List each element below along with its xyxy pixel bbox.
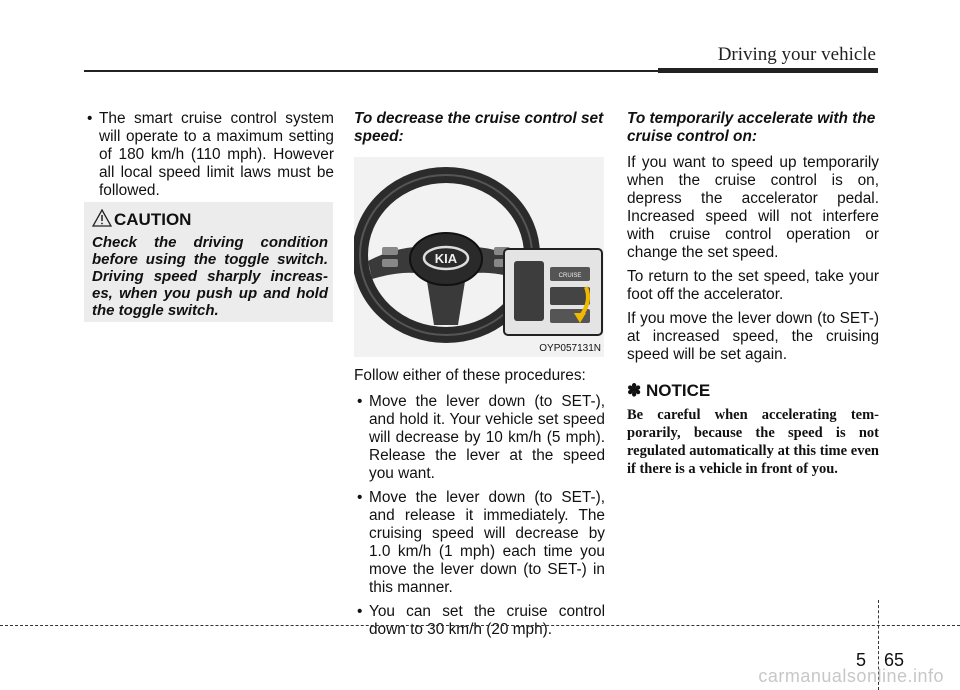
procedure-bullet: • Move the lever down (to SET-), and release it immediately. The cruising speed will decrease by 1.0 km/h (1 mph) each time you move the lever down (to SET-) in this manner.: [354, 489, 605, 597]
cruise-button-label: CRUISE: [558, 273, 582, 279]
watermark: carmanualsonline.info: [758, 666, 944, 686]
warning-triangle-icon: [92, 209, 112, 227]
column-right: [627, 110, 879, 478]
section-title: Driving your vehicle: [717, 44, 876, 65]
chapter-number: 5: [856, 650, 867, 670]
procedures-intro: Follow either of these procedures:: [354, 367, 586, 384]
steering-wheel-illustration: [354, 157, 604, 357]
caution-box: [84, 202, 333, 322]
steering-wheel-figure: [354, 157, 604, 357]
footer-rule: [0, 625, 960, 626]
caution-title: CAUTION: [114, 210, 192, 229]
accelerate-paragraph: If you move the lever down (to SET-) at increased speed, the cruising speed will be set again.: [627, 310, 879, 363]
column-left: [84, 110, 334, 206]
procedure-bullet: • You can set the cruise control down to 30 km/h (20 mph).: [354, 603, 605, 639]
column-middle: [354, 110, 605, 154]
page-number: 65: [884, 650, 905, 670]
procedure-bullet: • Move the lever down (to SET-), and hold it. Your vehicle set speed will decrease by 10 km/h (5 mph). Release the lever at the speed you want.: [354, 393, 605, 483]
bullet-max-speed: • The smart cruise control system will operate to a maximum setting of 180 km/h (110 mph). However all local speed limit laws must be followed.: [84, 110, 334, 200]
decrease-speed-heading: To decrease the cruise control set speed:: [354, 110, 604, 145]
accelerate-heading: To temporarily accelerate with the cruise control on:: [627, 110, 876, 145]
figure-caption: OYP057131N: [539, 343, 601, 354]
notice-title: ✽ NOTICE: [627, 381, 711, 400]
caution-text: Check the driving condition before using the toggle switch. Driving speed sharply increas-es, when you push up and hold the toggle switch.: [92, 234, 328, 319]
accelerate-paragraph: To return to the set speed, take your foot off the accelerator.: [627, 268, 879, 303]
header-rule-accent: [658, 68, 878, 73]
procedures-block: [354, 367, 605, 645]
notice-text: Be careful when accelerating tem-porarily, because the speed is not regulated automatically at this time even if there is a vehicle in front of you.: [627, 407, 879, 477]
svg-text:KIA: KIA: [434, 251, 458, 266]
accelerate-paragraph: If you want to speed up temporarily when the cruise control is on, depress the accelerator pedal. Increased speed will not interfere with cruise control operation or change the set speed.: [627, 154, 879, 261]
